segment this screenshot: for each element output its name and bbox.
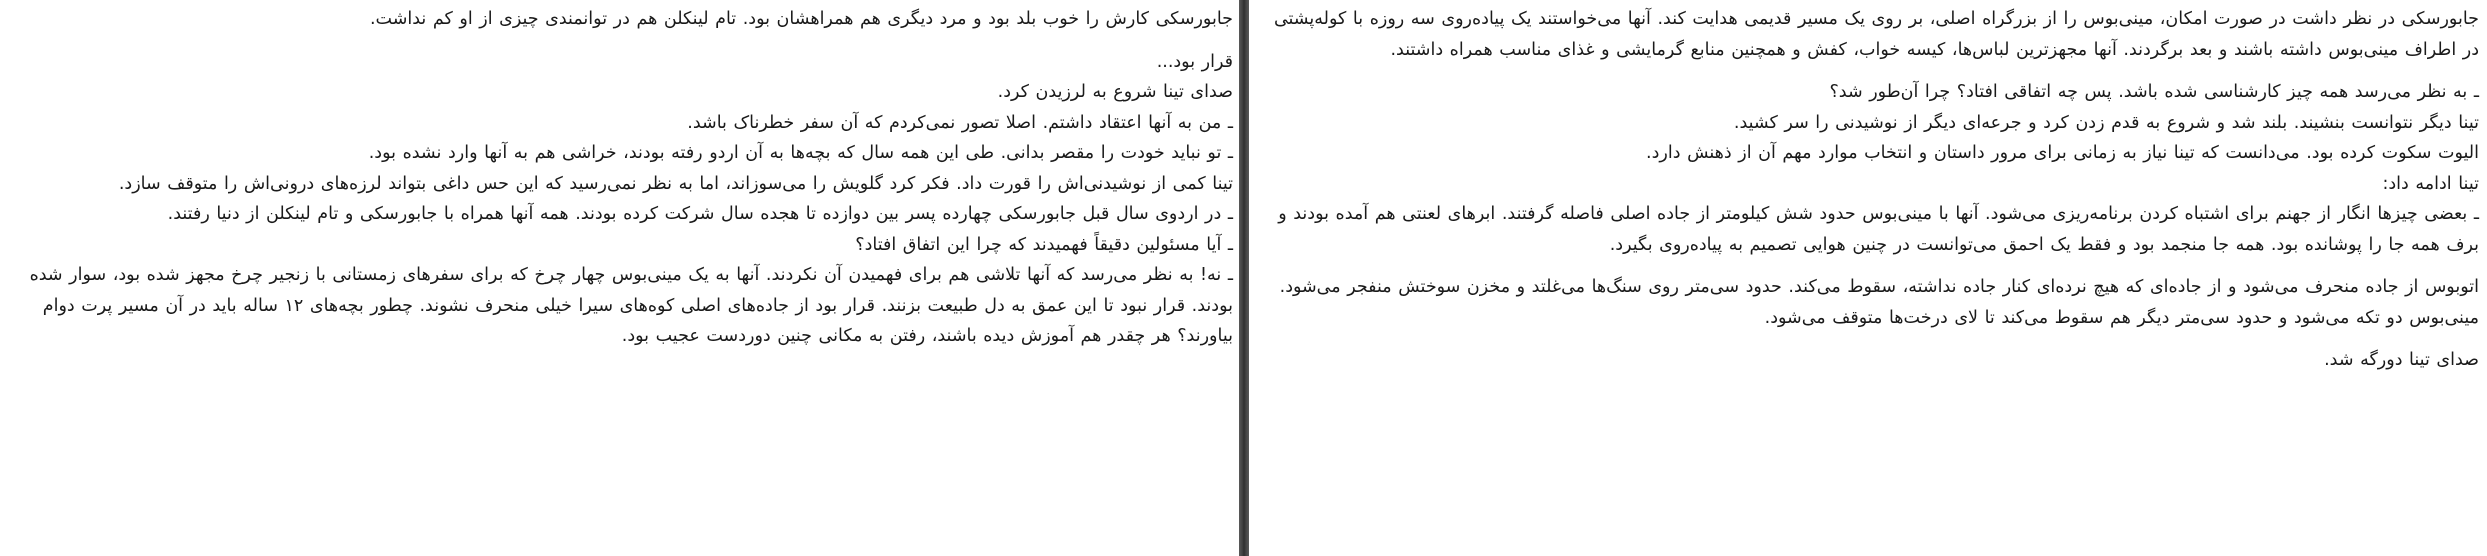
paragraph: جابورسکی در نظر داشت در صورت امکان، مینی‌بوس را از بزرگراه اصلی، بر روی یک مسیر قدیمی هدایت کند. آنها می‌خواستند یک پیاده‌روی سه روزه با کوله‌پشتی در اطراف مینی‌بوس داشته باشند و بعد برگردند. آنها مجهزترین لباس‌ها، کیسه خواب، کفش و همچنین منابع گرمایشی و غذای مناسب همراه داشتند. <box>1273 9 2479 60</box>
paragraph: ـ آیا مسئولین دقیقاً فهمیدند که چرا این اتفاق افتاد؟ <box>855 234 1233 255</box>
paragraph: تینا کمی از نوشیدنی‌اش را قورت داد. فکر کرد گلویش را می‌سوزاند، اما به نظر نمی‌رسید که این حس داغی بتواند لرزه‌های درونی‌اش را متوقف سازد. <box>118 173 1233 194</box>
paragraph: الیوت سکوت کرده بود. می‌دانست که تینا نیاز به زمانی برای مرور داستان و انتخاب موارد مهم آن از ذهنش دارد. <box>1646 143 2479 163</box>
paragraph: قرار بود... <box>1156 51 1233 72</box>
paragraph: ـ بعضی چیزها انگار از جهنم برای اشتباه کردن برنامه‌ریزی می‌شود. آنها با مینی‌بوس حدود شش کیلومتر از جاده اصلی فاصله گرفتند. ابرهای لعنتی هم آمده بودند و برف همه جا را پوشانده بود. همه جا منجمد بود و فقط یک احمق می‌توانست در چنین هوایی تصمیم به پیاده‌روی بگیرد. <box>1278 204 2479 255</box>
paragraph: ـ من به آنها اعتقاد داشتم. اصلا تصور نمی‌کردم که آن سفر خطرناک باشد. <box>687 112 1233 133</box>
paragraph: ـ نه! به نظر می‌رسد که آنها تلاشی هم برای فهمیدن آن نکردند. آنها به یک مینی‌بوس چهار چرخ که برای سفرهای زمستانی با زنجیر چرخ مجهز شده بود، سوار شده بودند. قرار نبود تا این عمق به دل طبیعت بزنند. قرار بود از جاده‌های اصلی کوه‌های سیرا خیلی منحرف نشوند. چطور بچه‌های ۱۲ ساله باید در آن مسیر پرت دوام بیاورند؟ هر چقدر هم آموزش دیده باشند، رفتن به مکانی چنین دوردست عجیب بود. <box>29 265 1233 346</box>
paragraph: تینا دیگر نتوانست بنشیند. بلند شد و شروع به قدم زدن کرد و جرعه‌ای دیگر از نوشیدنی را سر کشید. <box>1733 112 2479 133</box>
paragraph: ـ در اردوی سال قبل جابورسکی چهارده پسر بین دوازده تا هجده سال شرکت کرده بودند. همه آنها همراه با جابورسکی و تام لینکلن از دنیا رفتند. <box>167 204 1233 224</box>
paragraph: ـ تو نباید خودت را مقصر بدانی. طی این همه سال که بچه‌ها به آن اردو رفته بودند، خراشی هم به آنها وارد نشده بود. <box>368 143 1233 163</box>
paragraph: اتوبوس از جاده منحرف می‌شود و از جاده‌ای که هیچ نرده‌ای کنار جاده نداشته، سقوط می‌کند. حدود سی‌متر روی سنگ‌ها می‌غلتد و مخزن سوختش منفجر می‌شود. مینی‌بوس دو تکه می‌شود و حدود سی‌متر دیگر هم سقوط می‌کند تا لای درخت‌ها متوقف می‌شود. <box>1279 277 2479 328</box>
right-page <box>1249 0 2487 556</box>
book-spine-divider <box>1239 0 1249 556</box>
left-page-text <box>20 4 1233 352</box>
paragraph: جابورسکی کارش را خوب بلد بود و مرد دیگری هم همراهشان بود. تام لینکلن هم در توانمندی چیزی از او کم نداشت. <box>369 9 1233 29</box>
paragraph: صدای تینا شروع به لرزیدن کرد. <box>997 82 1233 102</box>
right-page-text <box>1267 4 2479 376</box>
paragraph: تینا ادامه داد: <box>2382 173 2479 194</box>
paragraph: ـ به نظر می‌رسد همه چیز کارشناسی شده باشد. پس چه اتفاقی افتاد؟ چرا آن‌طور شد؟ <box>1829 82 2479 102</box>
left-page <box>0 0 1239 556</box>
paragraph: صدای تینا دورگه شد. <box>2324 350 2479 370</box>
